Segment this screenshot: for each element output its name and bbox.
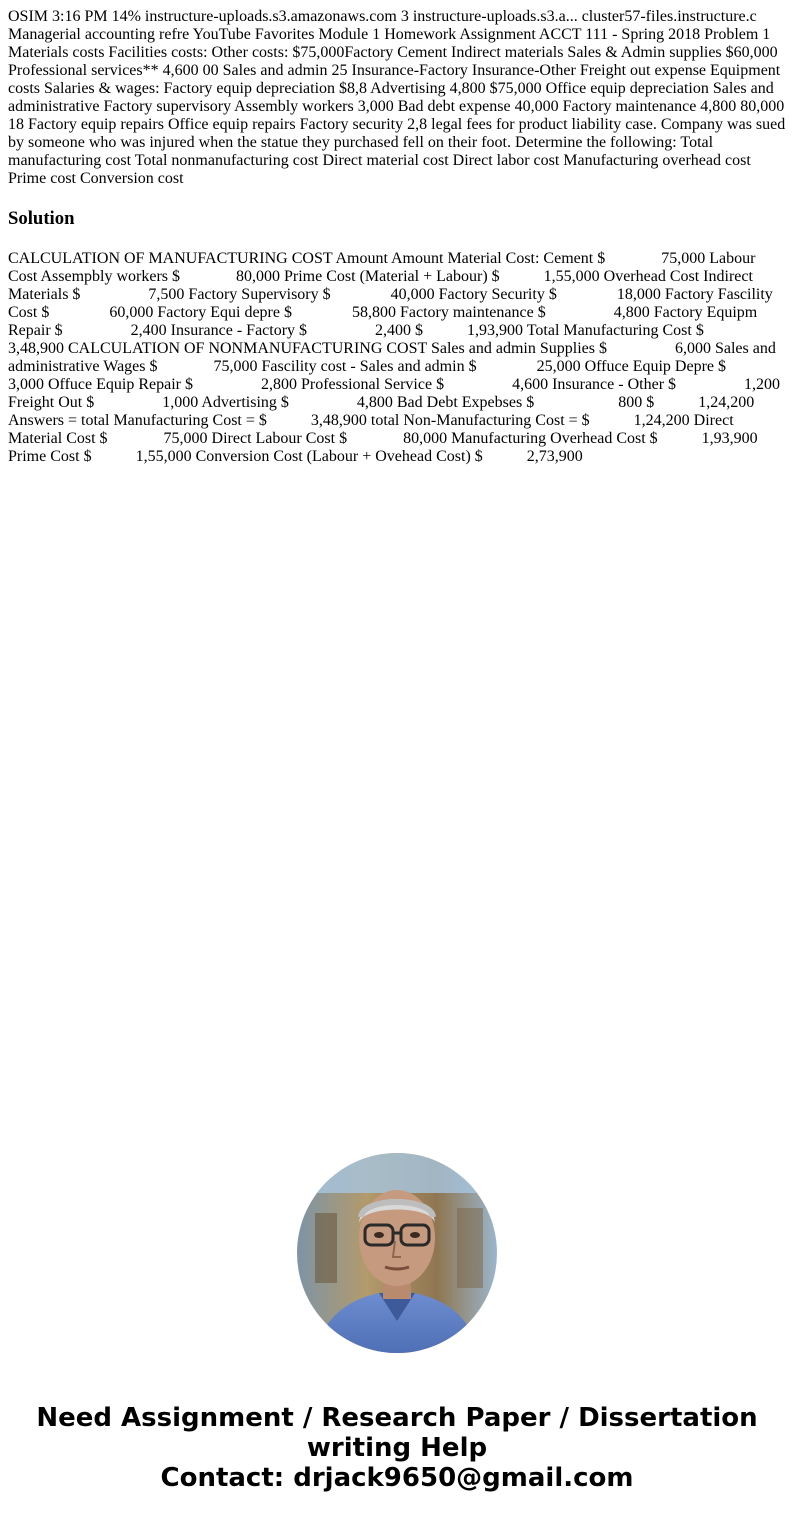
solution-text: CALCULATION OF MANUFACTURING COST Amount Amount Material Cost: Cement $ 75,000 Labour Cost Assempbly workers $ 80,000 Prime Cost (Material + Labour) $ 1,55,000 Overhead Cost Indirect Materials $ 7,500 Factory Supervisory $ 40,000 Factory Security $ 18,000 Factory Fascility Cost $ 60,000 Factory Equi depre $ 58,800 Factory maintenance $ 4,800 Factory Equipm Repair $ 2,400 Insurance - Factory $ 2,400 $ 1,93,900 Total Manufacturing Cost $ 3,48,900 CALCULATION OF NONMANUFACTURING COST Sales and admin Supplies $ 6,000 Sales and administrative Wages $ 75,000 Fascility cost - Sales and admin $ 25,000 Offuce Equip Depre $ 3,000 Offuce Equip Repair $ 2,800 Professional Service $ 4,600 Insurance - Other $ 1,200 Freight Out $ 1,000 Advertising $ 4,800 Bad Debt Expebses $ 800 $ 1,24,200 Answers = total Manufacturing Cost = $ 3,48,900 total Non-Manufacturing Cost = $ 1,24,200 Direct Material Cost $ 75,000 Direct Labour Cost $ 80,000 Manufacturing Overhead Cost $ 1,93,900 Prime Cost $ 1,55,000 Conversion Cost (Labour + Ovehead Cost) $ 2,73,900	[8, 250, 794, 465]
tutor-portrait-icon	[297, 1153, 497, 1353]
solution-heading: Solution	[8, 208, 75, 229]
promo-text	[0, 1403, 794, 1493]
page-content	[0, 0, 794, 466]
tutor-avatar-icon	[297, 1153, 497, 1353]
promo-contact: Contact: drjack9650@gmail.com	[160, 1463, 634, 1493]
question-text: OSIM 3:16 PM 14% instructure-uploads.s3.amazonaws.com 3 instructure-uploads.s3.a... cluster57-files.instructure.c Managerial accounting refre YouTube Favorites Module 1 Homework Assignment ACCT 111 - Spring 2018 Problem 1 Materials costs Facilities costs: Other costs: $75,000Factory Cement Indirect materials Sales & Admin supplies $60,000 Professional services** 4,600 00 Sales and admin 25 Insurance-Factory Insurance-Other Freight out expense Equipment costs Salaries & wages: Factory equip depreciation $8,8 Advertising 4,800 $75,000 Office equip depreciation Sales and administrative Factory supervisory Assembly workers 3,000 Bad debt expense 40,000 Factory maintenance 4,800 80,000 18 Factory equip repairs Office equip repairs Factory security 2,8 legal fees for product liability case. Company was sued by someone who was injured when the statue they purchased fell on their foot. Determine the following: Total manufacturing cost Total nonmanufacturing cost Direct material cost Direct labor cost Manufacturing overhead cost Prime cost Conversion cost	[8, 8, 790, 187]
promo-line-1: Need Assignment / Research Paper / Dissertation	[36, 1403, 758, 1433]
promo-section	[0, 1153, 794, 1493]
promo-line-2: writing Help	[306, 1433, 488, 1463]
